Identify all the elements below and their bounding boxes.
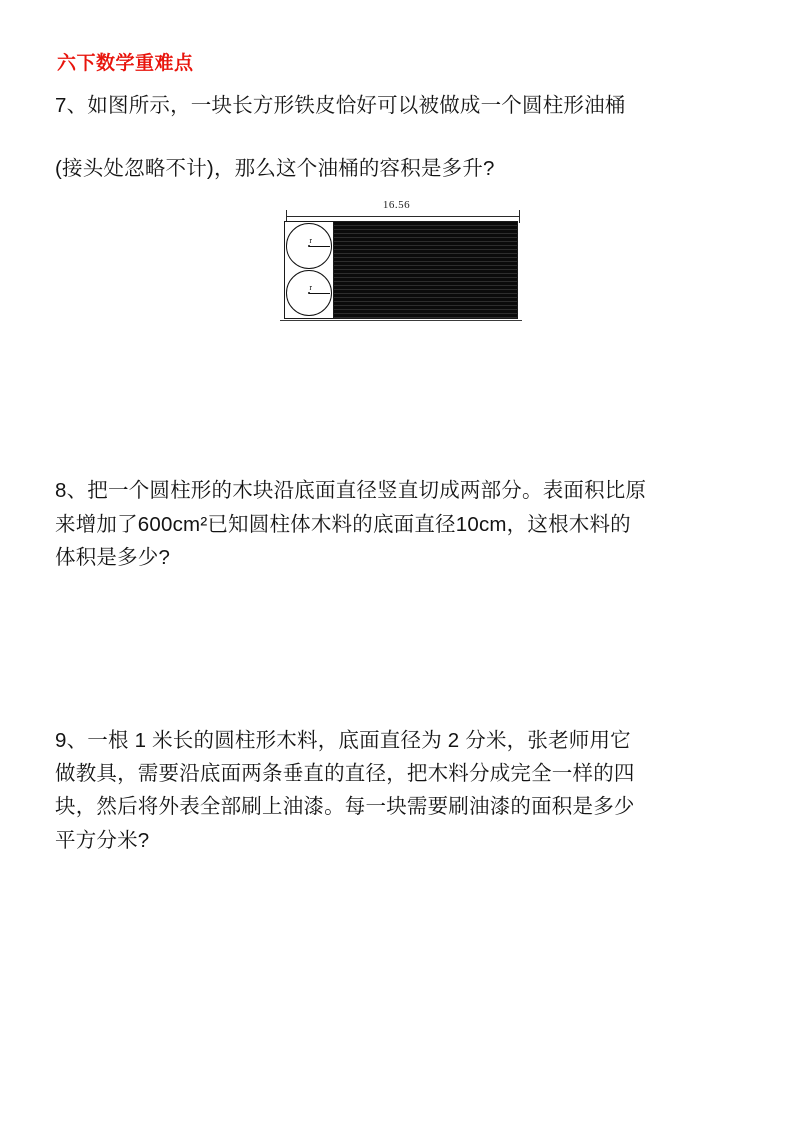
- question-8-line-2: 来增加了600cm²已知圆柱体木料的底面直径10cm，这根木料的: [55, 512, 631, 536]
- spacer-between-q8-q9: [55, 574, 738, 724]
- document-header-title: 六下数学重难点: [57, 53, 194, 74]
- question-9-line-3: 块，然后将外表全部刷上油漆。每一块需要刷油漆的面积是多少: [55, 795, 635, 819]
- question-7: [55, 89, 738, 185]
- left-circles-strip: [285, 222, 334, 318]
- rectangle-sheet-with-two-circles-diagram: [272, 199, 522, 324]
- dimension-line: [286, 216, 520, 217]
- question-7-line-2: (接头处忽略不计)，那么这个油桶的容积是多升?: [55, 157, 495, 181]
- rectangle-shaded-body: [334, 222, 517, 318]
- question-8-line-1: 8、把一个圆柱形的木块沿底面直径竖直切成两部分。表面积比原: [55, 479, 647, 503]
- circle-top: [286, 223, 332, 269]
- dimension-tick-right: [519, 210, 520, 223]
- circle-bottom-radius-label: r: [309, 282, 313, 292]
- circle-bottom: [286, 270, 332, 316]
- circle-bottom-radius-line: [309, 293, 330, 294]
- question-9-line-4: 平方分米?: [55, 828, 150, 852]
- circle-top-radius-label: r: [309, 235, 313, 245]
- spacer-between-q7-q8: [55, 324, 738, 474]
- circle-top-radius-line: [309, 246, 330, 247]
- figure-dimension-label: 16.56: [382, 199, 411, 212]
- question-9-line-1: 9、一根 1 米长的圆柱形木料，底面直径为 2 分米，张老师用它: [55, 729, 631, 753]
- figure-baseline: [280, 320, 522, 321]
- question-7-figure-wrap: [55, 199, 738, 324]
- question-8-line-3: 体积是多少?: [55, 545, 171, 569]
- question-7-line-1: 7、如图所示，一块长方形铁皮恰好可以被做成一个圆柱形油桶: [55, 94, 626, 117]
- question-9: [55, 724, 738, 857]
- question-8: [55, 474, 738, 574]
- question-9-line-2: 做教具，需要沿底面两条垂直的直径，把木料分成完全一样的四: [55, 762, 635, 786]
